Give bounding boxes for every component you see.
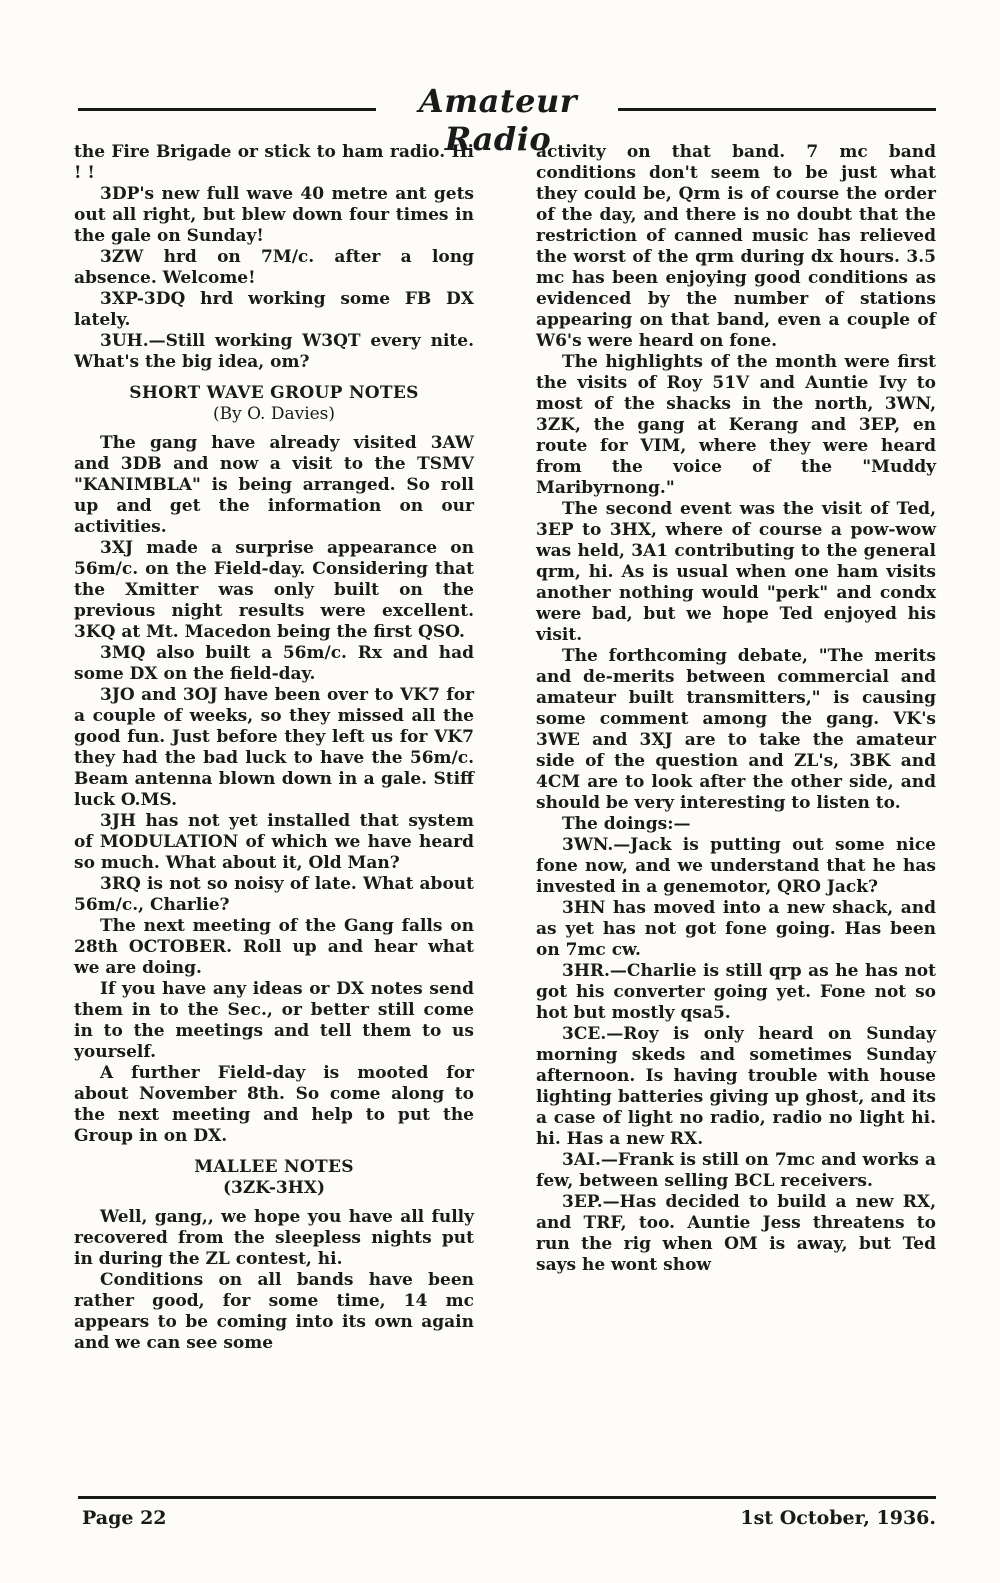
right-column (536, 142, 936, 1276)
masthead (78, 82, 936, 158)
paragraph: The next meeting of the Gang falls on 28th OCTOBER. Roll up and hear what we are doing. (74, 916, 474, 978)
paragraph: activity on that band. 7 mc band conditions don't seem to be just what they could be, Qrm is of course the order of the day, and there is no doubt that the restriction of canned music has relieved the worst of the qrm during dx hours. 3.5 mc has been enjoying good conditions as evidenced by the number of stations appearing on that band, even a couple of W6's were heard on fone. (536, 142, 936, 351)
paragraph: The second event was the visit of Ted, 3EP to 3HX, where of course a pow-wow was held, 3A1 contributing to the general qrm, hi. As is usual when one ham visits another nothing would "perk" and condx were bad, but we hope Ted enjoyed his visit. (536, 499, 936, 645)
page-number: Page 22 (82, 1507, 167, 1529)
paragraph: The forthcoming debate, "The merits and de-merits between commercial and amateur built transmitters," is causing some comment among the gang. VK's 3WE and 3XJ are to take the amateur side of the question and ZL's, 3BK and 4CM are to look after the other side, and should be very interesting to listen to. (536, 646, 936, 813)
paragraph: 3JO and 3OJ have been over to VK7 for a couple of weeks, so they missed all the good fun. Just before they left us for VK7 they had the bad luck to have the 56m/c. Beam antenna blown down in a gale. Stiff luck O.MS. (74, 685, 474, 810)
section-heading: SHORT WAVE GROUP NOTES (129, 383, 419, 403)
footer-rule (78, 1496, 936, 1499)
left-column (74, 142, 474, 1354)
section-heading: MALLEE NOTES (194, 1157, 354, 1177)
paragraph: 3DP's new full wave 40 metre ant gets out all right, but blew down four times in the gale on Sunday! (74, 184, 474, 246)
paragraph: If you have any ideas or DX notes send them in to the Sec., or better still come in to the meetings and tell them to us yourself. (74, 979, 474, 1062)
paragraph: The doings:— (562, 814, 691, 834)
masthead-rule-left (78, 108, 376, 111)
paragraph: The highlights of the month were first the visits of Roy 51V and Auntie Ivy to most of the shacks in the north, 3WN, 3ZK, the gang at Kerang and 3EP, en route for VIM, where they were heard from the voice of the "Muddy Maribyrnong." (536, 352, 936, 498)
paragraph: 3HR.—Charlie is still qrp as he has not got his converter going yet. Fone not so hot but mostly qsa5. (536, 961, 936, 1023)
paragraph: The gang have already visited 3AW and 3DB and now a visit to the TSMV "KANIMBLA" is being arranged. So roll up and get the information on our activities. (74, 433, 474, 537)
paragraph: A further Field-day is mooted for about November 8th. So come along to the next meeting and help to put the Group in on DX. (74, 1063, 474, 1146)
byline: (By O. Davies) (212, 404, 336, 424)
paragraph: 3AI.—Frank is still on 7mc and works a few, between selling BCL receivers. (536, 1150, 936, 1191)
paragraph: 3RQ is not so noisy of late. What about 56m/c., Charlie? (74, 874, 474, 915)
issue-date: 1st October, 1936. (740, 1507, 936, 1529)
paragraph: 3HN has moved into a new shack, and as yet has not got fone going. Has been on 7mc cw. (536, 898, 936, 960)
paragraph: 3MQ also built a 56m/c. Rx and had some DX on the field-day. (74, 643, 474, 684)
paragraph: the Fire Brigade or stick to ham radio. Hi ! ! (74, 142, 474, 183)
masthead-title: Amateur Radio (418, 82, 578, 158)
paragraph: 3EP.—Has decided to build a new RX, and TRF, too. Auntie Jess threatens to run the rig when OM is away, but Ted says he wont show (536, 1192, 936, 1275)
paragraph: 3JH has not yet installed that system of MODULATION of which we have heard so much. What about it, Old Man? (74, 811, 474, 873)
masthead-rule-right (618, 108, 936, 111)
paragraph: Well, gang,, we hope you have all fully recovered from the sleepless nights put in during the ZL contest, hi. (74, 1207, 474, 1269)
paragraph: 3XJ made a surprise appearance on 56m/c. on the Field-day. Considering that the Xmitter was only built on the previous night results were excellent. 3KQ at Mt. Macedon being the first QSO. (74, 538, 474, 642)
paragraph: 3CE.—Roy is only heard on Sunday morning skeds and sometimes Sunday afternoon. Is having trouble with house lighting batteries giving up ghost, and its a case of light no radio, radio no light hi. hi. Has a new RX. (536, 1024, 936, 1149)
paragraph: 3XP-3DQ hrd working some FB DX lately. (74, 289, 474, 330)
paragraph: Conditions on all bands have been rather good, for some time, 14 mc appears to be coming into its own again and we can see some (74, 1270, 474, 1353)
paragraph: 3UH.—Still working W3QT every nite. What's the big idea, om? (74, 331, 474, 372)
paragraph: 3ZW hrd on 7M/c. after a long absence. Welcome! (74, 247, 474, 288)
byline: (3ZK-3HX) (223, 1178, 325, 1198)
paragraph: 3WN.—Jack is putting out some nice fone now, and we understand that he has invested in a genemotor, QRO Jack? (536, 835, 936, 897)
